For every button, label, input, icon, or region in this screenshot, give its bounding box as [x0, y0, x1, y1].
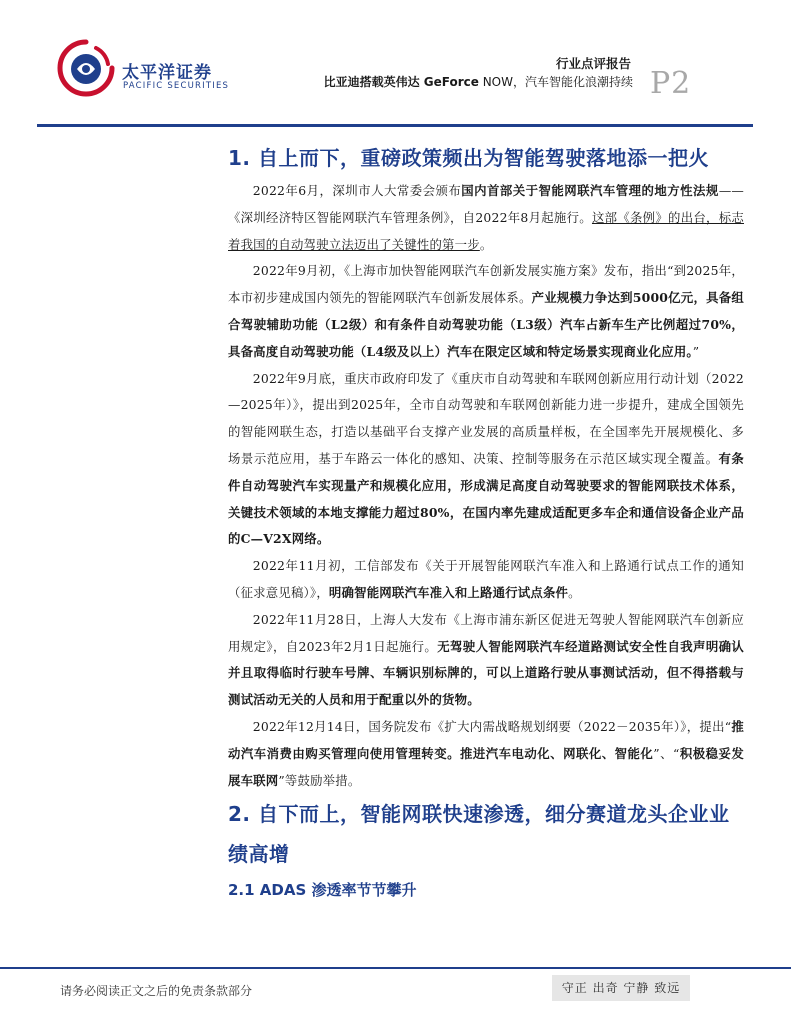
- bold-text: 无驾驶人智能网联汽车经道路测试安全性自我声明确认并且取得临时行驶车号牌、车辆识别标牌的，可以上道路行驶从事测试活动，但不得搭载与测试活动无关的人员和用于配重以外的货物。: [228, 638, 744, 708]
- bold-text: 有条件自动驾驶汽车实现量产和规模化应用，形成满足高度自动驾驶要求的智能网联技术体系，关键技术领域的本地支撑能力超过80%，在国内率先建成适配更多车企和通信设备企业产品的C—V2X网络。: [228, 450, 744, 547]
- bold-text: 国内首部关于智能网联汽车管理的地方性法规: [461, 183, 719, 198]
- underlined-text: 这部《条例》的出台，标志着我国的自动驾驶立法迈出了关键性的第一步: [228, 209, 744, 252]
- bold-text: 产业规模力争达到5000亿元，具备组合驾驶辅助功能（L2级）和有条件自动驾驶功能（L3级）汽车占新车生产比例超过70%，具备高度自动驾驶功能（L4级及以上）汽车在限定区域和特定场景实现商业化应用。: [228, 290, 744, 359]
- main-content: [228, 138, 744, 906]
- paragraph-pudong: 2022年11月28日，上海人大发布《上海市浦东新区促进无驾驶人智能网联汽车创新应用规定》，自2023年2月1日起施行。无驾驶人智能网联汽车经道路测试安全性自我声明确认并且取得临时行驶车号牌、车辆识别标牌的，可以上道路行驶从事测试活动，但不得搭载与测试活动无关的人员和用于配重以外的货物。: [228, 611, 744, 708]
- pacific-securities-logo-icon: [56, 38, 116, 98]
- brand-name-en: PACIFIC SECURITIES: [123, 81, 230, 91]
- footer-disclaimer: 请务必阅读正文之后的免责条款部分: [60, 984, 253, 998]
- subsection-2-1-title: 2.1 ADAS 渗透率节节攀升: [228, 881, 417, 900]
- page-header: [0, 0, 791, 130]
- bold-text: 积极稳妥发展车联网: [228, 745, 744, 788]
- footer-motto: 守正 出奇 宁静 致远: [552, 975, 690, 1001]
- brand-name-cn: 太平洋证券: [122, 63, 212, 83]
- section-2-title: 2. 自下而上，智能网联快速渗透，细分赛道龙头企业业绩高增: [228, 802, 730, 867]
- report-type: 行业点评报告: [555, 56, 631, 71]
- report-title-rest: NOW，汽车智能化浪潮持续: [482, 75, 633, 89]
- paragraph-state-council: 2022年12月14日，国务院发布《扩大内需战略规划纲要（2022－2035年）》，提出“推动汽车消费由购买管理向使用管理转变。推进汽车电动化、网联化、智能化”、“积极稳妥发展车联网”等鼓励举措。: [228, 718, 744, 788]
- header-divider: [37, 124, 753, 127]
- report-title: [324, 73, 633, 90]
- section-1-title: 1. 自上而下，重磅政策频出为智能驾驶落地添一把火: [228, 146, 709, 170]
- paragraph-shanghai: 2022年9月初，《上海市加快智能网联汽车创新发展实施方案》发布，指出“到2025年，本市初步建成国内领先的智能网联汽车创新发展体系。产业规模力争达到5000亿元，具备组合驾驶辅助功能（L2级）和有条件自动驾驶功能（L3级）汽车占新车生产比例超过70%，具备高度自动驾驶功能（L4级及以上）汽车在限定区域和特定场景实现商业化应用。”: [228, 263, 744, 359]
- report-title-bold: 比亚迪搭载英伟达 GeForce: [323, 75, 479, 89]
- paragraph-miit: 2022年11月初，工信部发布《关于开展智能网联汽车准入和上路通行试点工作的通知（征求意见稿）》，明确智能网联汽车准入和上路通行试点条件。: [228, 558, 744, 600]
- paragraph-chongqing: 2022年9月底，重庆市政府印发了《重庆市自动驾驶和车联网创新应用行动计划（2022—2025年）》，提出到2025年，全市自动驾驶和车联网创新能力进一步提升，建成全国领先的智能网联生态，打造以基础平台支撑产业发展的高质量样板，在全国率先开展规模化、多场景示范应用，基于车路云一体化的感知、决策、控制等服务在示范区域实现全覆盖。有条件自动驾驶汽车实现量产和规模化应用，形成满足高度自动驾驶要求的智能网联技术体系，关键技术领域的本地支撑能力超过80%，在国内率先建成适配更多车企和通信设备企业产品的C—V2X网络。: [228, 370, 744, 547]
- footer-divider: [0, 967, 791, 969]
- bold-text: 明确智能网联汽车准入和上路通行试点条件: [328, 584, 569, 600]
- page-number: P2: [650, 66, 692, 101]
- bold-text: 推动汽车消费由购买管理向使用管理转变。推进汽车电动化、网联化、智能化: [228, 718, 744, 761]
- paragraph-shenzhen: 2022年6月，深圳市人大常委会颁布国内首部关于智能网联汽车管理的地方性法规——《深圳经济特区智能网联汽车管理条例》，自2022年8月起施行。这部《条例》的出台，标志着我国的自动驾驶立法迈出了关键性的第一步。: [228, 183, 744, 252]
